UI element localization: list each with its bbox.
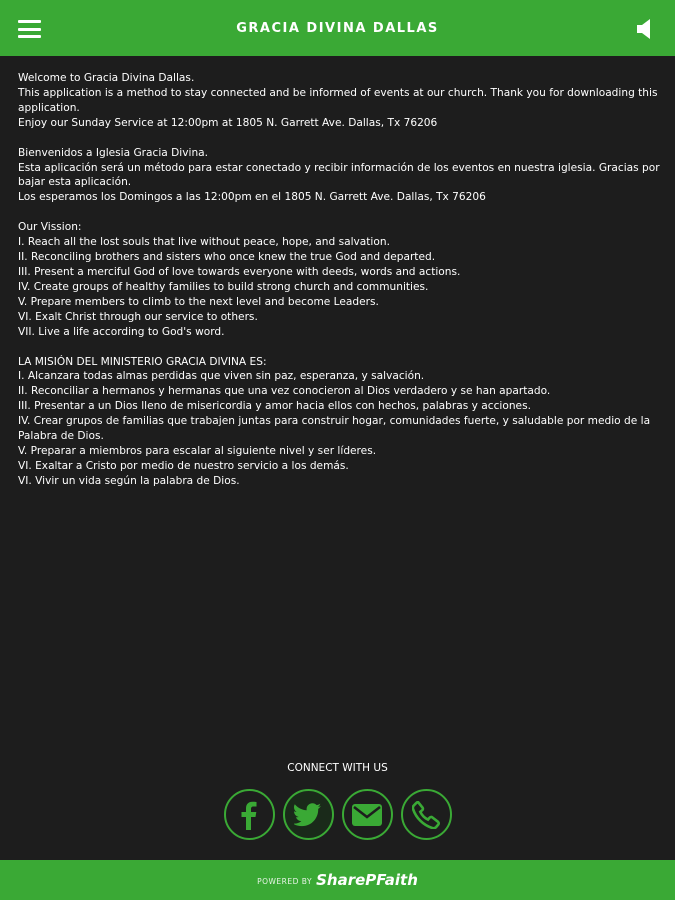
hamburger-icon[interactable]	[18, 20, 41, 38]
phone-button[interactable]	[401, 789, 452, 840]
vision-item: V. Prepare members to climb to the next level and become Leaders.	[18, 295, 379, 308]
vision-item: VI. Exalt Christ through our service to others.	[18, 310, 258, 323]
connect-label: CONNECT WITH US	[287, 762, 388, 774]
social-links	[0, 789, 675, 840]
english-line: Enjoy our Sunday Service at 12:00pm at 1805 N. Garrett Ave. Dallas, Tx 76206	[18, 116, 438, 129]
facebook-button[interactable]	[224, 789, 275, 840]
app-title: GRACIA DIVINA DALLAS	[236, 20, 439, 36]
spanish-line: Esta aplicación será un método para estar conectado y recibir información de los eventos en nuestra iglesia. Gracias por bajar esta aplicación.	[18, 161, 660, 189]
vision-item: IV. Create groups of healthy families to build strong church and communities.	[18, 280, 429, 293]
email-icon	[352, 804, 382, 826]
mision-item: IV. Crear grupos de familias que trabajen juntas para construir hogar, comunidades fuerte, y saludable por medio de la Palabra de Dios.	[18, 415, 651, 443]
mision-item: III. Presentar a un Dios lleno de misericordia y amor hacia ellos con hechos, palabras y acciones.	[18, 400, 531, 413]
vision-item: VII. Live a life according to God's word.	[18, 325, 225, 338]
mision-item: II. Reconciliar a hermanos y hermanas que una vez conocieron al Dios verdadero y se han apartado.	[18, 385, 551, 398]
sharefaith-logo[interactable]: SharePFaith	[316, 871, 418, 889]
spanish-line: Los esperamos los Domingos a las 12:00pm en el 1805 N. Garrett Ave. Dallas, Tx 76206	[18, 191, 486, 204]
footer-bar	[0, 860, 675, 900]
english-line: Welcome to Gracia Divina Dallas.	[18, 72, 195, 84]
english-line: This application is a method to stay connected and be informed of events at our church. Thank you for downloading this application.	[18, 86, 658, 114]
powered-by-label: POWERED BY	[257, 877, 313, 886]
mision-item: I. Alcanzara todas almas perdidas que viven sin paz, esperanza, y salvación.	[18, 370, 425, 383]
vision-item: II. Reconciling brothers and sisters who once knew the true God and departed.	[18, 251, 436, 264]
phone-icon	[412, 801, 440, 829]
vision-item: III. Present a merciful God of love towards everyone with deeds, words and actions.	[18, 265, 461, 278]
vision-heading: Our Vission:	[18, 221, 82, 234]
mision-item: V. Preparar a miembros para escalar al siguiente nivel y ser líderes.	[18, 444, 377, 457]
spanish-line: Bienvenidos a Iglesia Gracia Divina.	[18, 146, 209, 159]
twitter-icon	[294, 803, 322, 827]
speaker-icon[interactable]	[637, 18, 655, 40]
mision-item: VI. Exaltar a Cristo por medio de nuestro servicio a los demás.	[18, 459, 349, 472]
welcome-text	[18, 71, 660, 489]
mision-heading: LA MISIÓN DEL MINISTERIO GRACIA DIVINA ES:	[18, 355, 267, 368]
email-button[interactable]	[342, 789, 393, 840]
mision-item: VI. Vivir un vida según la palabra de Dios.	[18, 474, 240, 487]
top-app-bar	[0, 0, 675, 56]
twitter-button[interactable]	[283, 789, 334, 840]
facebook-icon	[236, 800, 262, 830]
vision-item: I. Reach all the lost souls that live without peace, hope, and salvation.	[18, 236, 390, 249]
